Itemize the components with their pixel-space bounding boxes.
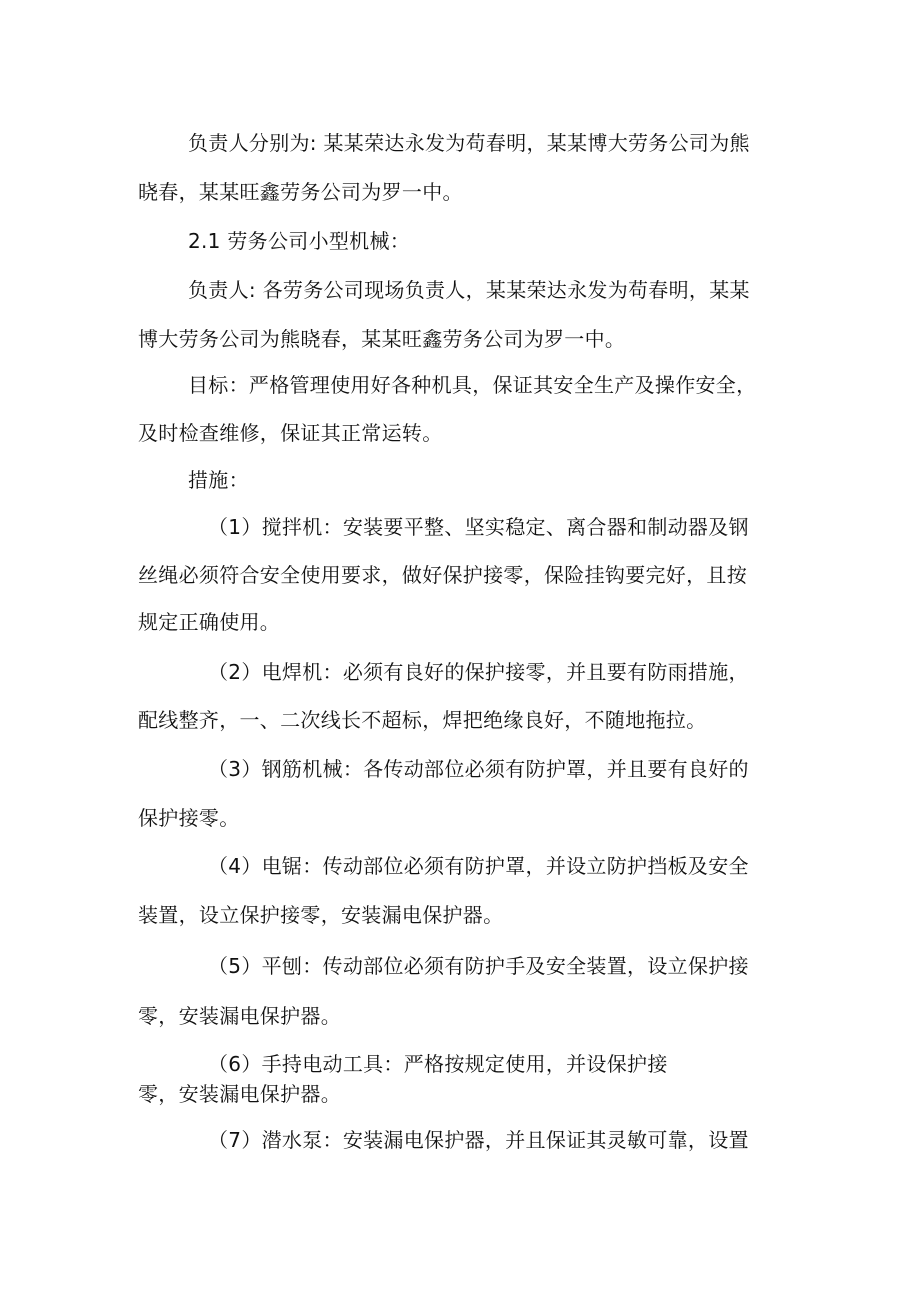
text-line: 晓春，某某旺鑫劳务公司为罗一中。 bbox=[138, 180, 463, 204]
list-item-line: 丝绳必须符合安全使用要求，做好保护接零，保险挂钩要完好，且按 bbox=[138, 563, 747, 587]
list-item-line: 配线整齐，一、二次线长不超标，焊把绝缘良好，不随地拖拉。 bbox=[138, 708, 707, 732]
list-item-line: 规定正确使用。 bbox=[138, 610, 281, 634]
list-item-line: （3）钢筋机械：各传动部位必须有防护罩，并且要有良好的 bbox=[208, 757, 749, 781]
list-item-line: 零，安装漏电保护器。 bbox=[138, 1082, 341, 1106]
list-item-line: （7）潜水泵：安装漏电保护器，并且保证其灵敏可靠，设置 bbox=[208, 1128, 749, 1152]
list-item-line: 保护接零。 bbox=[138, 806, 240, 830]
section-heading: 2.1 劳务公司小型机械： bbox=[188, 229, 411, 253]
text-line: 负责人分别为: 某某荣达永发为苟春明，某某博大劳务公司为熊 bbox=[188, 131, 750, 155]
list-item-line: （2）电焊机：必须有良好的保护接零，并且要有防雨措施， bbox=[208, 660, 749, 684]
list-item-line: 零，安装漏电保护器。 bbox=[138, 1004, 341, 1028]
list-item-line: 装置，设立保护接零，安装漏电保护器。 bbox=[138, 903, 504, 927]
text-line: 及时检查维修，保证其正常运转。 bbox=[138, 421, 443, 445]
list-item-line: （6）手持电动工具：严格按规定使用，并设保护接 bbox=[208, 1052, 668, 1076]
list-item-line: （4）电锯：传动部位必须有防护罩，并设立防护挡板及安全 bbox=[208, 854, 749, 878]
text-line: 目标：严格管理使用好各种机具，保证其安全生产及操作安全， bbox=[188, 373, 757, 397]
text-line: 措施： bbox=[188, 468, 249, 492]
text-line: 负责人: 各劳务公司现场负责人，某某荣达永发为苟春明，某某 bbox=[188, 278, 750, 302]
list-item-line: （5）平刨：传动部位必须有防护手及安全装置，设立保护接 bbox=[208, 954, 749, 978]
text-line: 博大劳务公司为熊晓春，某某旺鑫劳务公司为罗一中。 bbox=[138, 327, 626, 351]
list-item-line: （1）搅拌机：安装要平整、坚实稳定、离合器和制动器及钢 bbox=[208, 515, 749, 539]
